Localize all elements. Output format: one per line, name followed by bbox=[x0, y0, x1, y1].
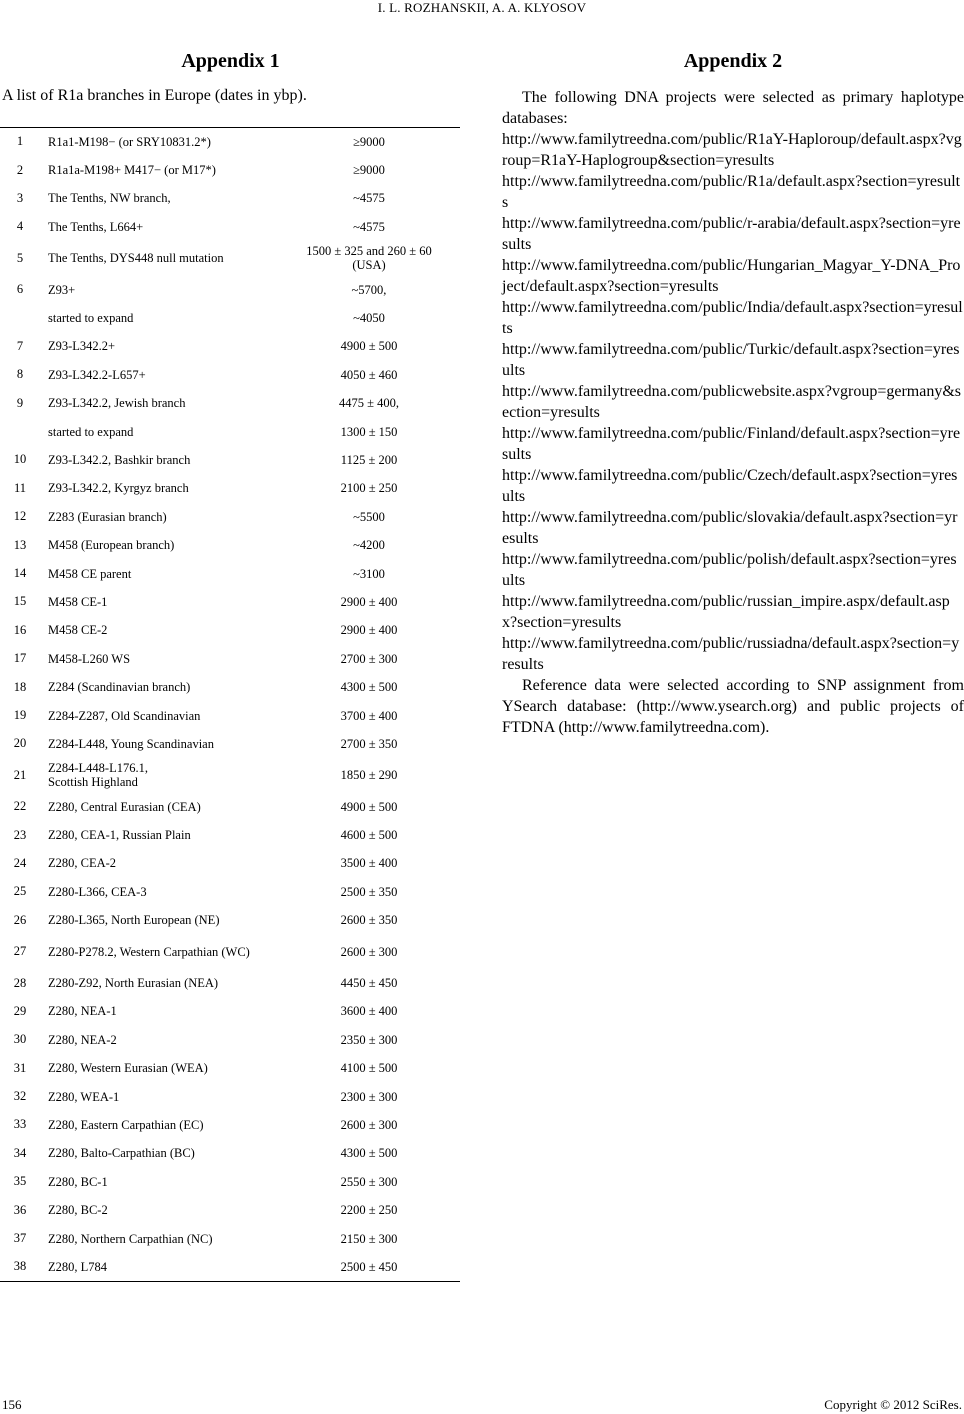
row-number: 20 bbox=[13, 736, 27, 751]
branch-date: 3600 ± 400 bbox=[340, 1004, 398, 1019]
branch-date: ~4050 bbox=[353, 311, 385, 326]
row-number: 2 bbox=[16, 162, 24, 177]
branch-date: 2600 ± 300 bbox=[340, 944, 398, 959]
branch-name: Z280, Balto-Carpathian (BC) bbox=[48, 1146, 195, 1161]
branch-date: ≥9000 bbox=[353, 163, 385, 178]
branch-name-line-2: Scottish Highland bbox=[48, 775, 138, 790]
row-number: 25 bbox=[13, 884, 27, 899]
database-link[interactable]: http://www.familytreedna.com/public/slovakia/default.aspx?section=yresults bbox=[502, 509, 958, 547]
row-number: 21 bbox=[13, 767, 27, 782]
branch-name: started to expand bbox=[48, 311, 134, 326]
branch-name: Z280, WEA-1 bbox=[48, 1089, 120, 1104]
branch-date: 2100 ± 250 bbox=[340, 481, 398, 496]
branch-date: 2200 ± 250 bbox=[340, 1203, 398, 1218]
branch-name: Z93-L342.2, Bashkir branch bbox=[48, 452, 191, 467]
database-link[interactable]: http://www.familytreedna.com/public/R1a/default.aspx?section=yresults bbox=[502, 173, 961, 211]
table-row bbox=[0, 821, 460, 849]
branch-name: R1a1a-M198+ M417− (or M17*) bbox=[48, 163, 216, 178]
branch-date: 4900 ± 500 bbox=[340, 799, 398, 814]
branch-name: Z284-L448, Young Scandinavian bbox=[48, 736, 214, 751]
row-number: 18 bbox=[13, 679, 27, 694]
branch-date: 2150 ± 300 bbox=[340, 1231, 398, 1246]
row-number: 6 bbox=[16, 282, 24, 297]
branch-date: 1125 ± 200 bbox=[340, 452, 398, 467]
branch-name: Z93-L342.2, Kyrgyz branch bbox=[48, 481, 189, 496]
branch-date: 4900 ± 500 bbox=[340, 339, 398, 354]
row-number: 23 bbox=[13, 827, 27, 842]
database-link[interactable]: http://www.familytreedna.com/public/r-arabia/default.aspx?section=yresults bbox=[502, 215, 961, 253]
appendix-1-title: Appendix 1 bbox=[181, 50, 280, 72]
branch-date: ~4575 bbox=[353, 219, 385, 234]
branch-date: 4100 ± 500 bbox=[340, 1061, 398, 1076]
row-number: 19 bbox=[13, 708, 27, 722]
database-link[interactable]: http://www.familytreedna.com/public/Hungarian_Magyar_Y-DNA_Project/default.aspx?section=yresults bbox=[502, 257, 961, 295]
branch-date: ~3100 bbox=[353, 566, 385, 581]
row-number: 24 bbox=[13, 855, 27, 870]
database-link[interactable]: http://www.familytreedna.com/public/Czech/default.aspx?section=yresults bbox=[502, 467, 958, 505]
branch-name: Z280, Central Eurasian (CEA) bbox=[48, 799, 201, 814]
table-row bbox=[0, 184, 460, 212]
branch-date: 2700 ± 300 bbox=[340, 651, 398, 666]
row-number: 26 bbox=[13, 912, 27, 927]
table-row bbox=[0, 878, 460, 906]
branch-date: 4300 ± 500 bbox=[340, 1146, 398, 1161]
branch-date: 4475 ± 400, bbox=[339, 396, 399, 411]
table-row bbox=[0, 503, 460, 531]
row-number: 27 bbox=[13, 944, 27, 959]
row-number: 36 bbox=[13, 1202, 27, 1217]
branch-date: 2350 ± 300 bbox=[340, 1032, 398, 1047]
branch-date: ~5500 bbox=[353, 509, 385, 524]
branch-date: 2600 ± 300 bbox=[340, 1117, 398, 1132]
branch-date: 4450 ± 450 bbox=[340, 976, 398, 991]
table-row bbox=[0, 559, 460, 587]
appendix-2-intro: The following DNA projects were selected as primary haplotype databases: bbox=[502, 89, 964, 127]
table-row bbox=[0, 792, 460, 820]
row-number: 30 bbox=[13, 1032, 27, 1047]
branch-name: Z280, BC-2 bbox=[48, 1203, 108, 1218]
table-row bbox=[0, 417, 460, 445]
table-row bbox=[0, 1168, 460, 1196]
branch-name: Z284 (Scandinavian branch) bbox=[48, 680, 191, 695]
database-link[interactable]: http://www.familytreedna.com/public/Turkic/default.aspx?section=yresults bbox=[502, 341, 960, 379]
branch-date: ~4575 bbox=[353, 191, 385, 206]
branch-name: Z280-P278.2, Western Carpathian (WC) bbox=[48, 944, 250, 959]
branch-date: 4300 ± 500 bbox=[340, 680, 398, 695]
row-number: 3 bbox=[16, 190, 24, 205]
database-link[interactable]: http://www.familytreedna.com/public/polish/default.aspx?section=yresults bbox=[502, 551, 957, 589]
branch-date: 3700 ± 400 bbox=[340, 708, 398, 723]
branch-date: 2700 ± 350 bbox=[340, 736, 398, 751]
table-row bbox=[0, 389, 460, 417]
row-number: 38 bbox=[13, 1259, 27, 1274]
table-row bbox=[0, 588, 460, 616]
table-row bbox=[0, 241, 460, 275]
database-link[interactable]: http://www.familytreedna.com/public/R1aY-Haploroup/default.aspx?vgroup=R1aY-Haplogroup&section=yresults bbox=[502, 131, 962, 169]
database-link[interactable]: http://www.familytreedna.com/public/India/default.aspx?section=yresults bbox=[502, 299, 963, 337]
branch-date: 2300 ± 300 bbox=[340, 1089, 398, 1104]
row-number: 9 bbox=[16, 395, 24, 410]
branch-name bbox=[40, 758, 278, 792]
row-number: 16 bbox=[13, 622, 27, 637]
page-number: 156 bbox=[2, 1397, 22, 1412]
branch-name: Z93-L342.2, Jewish branch bbox=[48, 396, 186, 411]
database-link[interactable]: http://www.familytreedna.com/public/Finland/default.aspx?section=yresults bbox=[502, 425, 961, 463]
branch-name: Z93+ bbox=[48, 282, 76, 297]
table-row bbox=[0, 1111, 460, 1139]
branch-date: 2900 ± 400 bbox=[340, 594, 398, 609]
branch-name: The Tenths, DYS448 null mutation bbox=[48, 251, 224, 266]
appendix-2 bbox=[502, 48, 964, 738]
branch-name: M458 CE parent bbox=[48, 566, 132, 581]
table-row bbox=[0, 531, 460, 559]
row-number: 15 bbox=[13, 594, 27, 609]
branch-name: Z280, Northern Carpathian (NC) bbox=[48, 1231, 213, 1246]
table-row bbox=[0, 645, 460, 673]
row-number: 32 bbox=[13, 1089, 27, 1104]
branch-name: M458 (European branch) bbox=[48, 538, 175, 553]
branch-date: 2500 ± 450 bbox=[340, 1259, 398, 1274]
row-number: 31 bbox=[13, 1060, 27, 1075]
table-row bbox=[0, 969, 460, 997]
branch-date: ~5700, bbox=[351, 282, 387, 297]
branch-name: M458-L260 WS bbox=[48, 651, 131, 666]
branch-name: Z284-Z287, Old Scandinavian bbox=[48, 708, 201, 723]
table-row bbox=[0, 304, 460, 332]
row-number: 29 bbox=[13, 1003, 27, 1018]
table-row bbox=[0, 156, 460, 184]
row-number: 12 bbox=[13, 509, 27, 524]
appendix-1-caption: A list of R1a branches in Europe (dates in ybp). bbox=[2, 87, 307, 104]
table-row bbox=[0, 616, 460, 644]
row-number: 33 bbox=[13, 1117, 27, 1132]
branch-date: 1850 ± 290 bbox=[340, 768, 398, 783]
branch-date: ~4200 bbox=[353, 538, 385, 553]
branch-date: 2600 ± 350 bbox=[340, 913, 398, 928]
row-number: 4 bbox=[16, 219, 24, 234]
table-row bbox=[0, 1253, 460, 1281]
table-row bbox=[0, 673, 460, 701]
appendix-2-reference: Reference data were selected according to SNP assignment from YSearch database: (http://www.ysearch.org) and public projects of FTDNA (http://www.familytreedna.com). bbox=[502, 677, 964, 736]
table-row bbox=[0, 275, 460, 303]
row-number: 35 bbox=[13, 1174, 27, 1189]
table-row bbox=[0, 1054, 460, 1082]
branches-table bbox=[0, 127, 460, 1282]
table-row bbox=[0, 213, 460, 241]
table-row bbox=[0, 446, 460, 474]
row-number: 22 bbox=[13, 799, 27, 814]
row-number: 5 bbox=[16, 250, 24, 265]
branch-name-line-1: Z284-L448-L176.1, bbox=[48, 761, 148, 776]
branch-name: started to expand bbox=[48, 424, 134, 439]
branch-date: 1300 ± 150 bbox=[340, 424, 398, 439]
row-number: 14 bbox=[13, 566, 27, 581]
branch-name: Z280, Eastern Carpathian (EC) bbox=[48, 1117, 204, 1132]
branch-name: Z280-L365, North European (NE) bbox=[48, 913, 220, 928]
row-number: 10 bbox=[13, 452, 27, 467]
table-row bbox=[0, 361, 460, 389]
table-row bbox=[0, 997, 460, 1025]
branch-date: 2900 ± 400 bbox=[340, 623, 398, 638]
branch-name: The Tenths, L664+ bbox=[48, 219, 144, 234]
branch-name: Z280, BC-1 bbox=[48, 1174, 108, 1189]
branch-date: 1500 ± 325 and 260 ± 60 (USA) bbox=[306, 244, 432, 273]
branch-name: R1a1-M198− (or SRY10831.2*) bbox=[48, 134, 211, 149]
row-number: 11 bbox=[13, 480, 27, 495]
branch-name: Z280-L366, CEA-3 bbox=[48, 884, 147, 899]
branch-name: Z280, CEA-2 bbox=[48, 856, 117, 871]
appendix-1 bbox=[0, 48, 461, 106]
table-row bbox=[0, 934, 460, 968]
branch-name: Z280, L784 bbox=[48, 1259, 108, 1274]
table-row bbox=[0, 1139, 460, 1167]
table-row bbox=[0, 474, 460, 502]
table-row bbox=[0, 730, 460, 758]
branch-date: ≥9000 bbox=[353, 134, 385, 149]
branch-name: Z283 (Eurasian branch) bbox=[48, 509, 167, 524]
branch-name: Z93-L342.2+ bbox=[48, 339, 116, 354]
row-number: 28 bbox=[13, 975, 27, 990]
table-row bbox=[0, 906, 460, 934]
row-number bbox=[0, 304, 40, 332]
row-number: 17 bbox=[13, 651, 27, 666]
database-link[interactable]: http://www.familytreedna.com/publicwebsite.aspx?vgroup=germany&section=yresults bbox=[502, 383, 961, 421]
table-row bbox=[0, 332, 460, 360]
branch-date: 4050 ± 460 bbox=[340, 367, 398, 382]
row-number: 37 bbox=[13, 1231, 27, 1246]
database-links bbox=[502, 129, 964, 675]
row-number bbox=[0, 417, 40, 445]
table-row bbox=[0, 1224, 460, 1252]
row-number: 13 bbox=[13, 537, 27, 552]
database-link[interactable]: http://www.familytreedna.com/public/russiadna/default.aspx?section=yresults bbox=[502, 635, 960, 673]
branch-name: Z280, NEA-1 bbox=[48, 1004, 117, 1019]
copyright: Copyright © 2012 SciRes. bbox=[824, 1397, 962, 1412]
table-row bbox=[0, 849, 460, 877]
database-link[interactable]: http://www.familytreedna.com/public/russian_impire.aspx/default.aspx?section=yresults bbox=[502, 593, 950, 631]
branch-date: 2500 ± 350 bbox=[340, 884, 398, 899]
table-row bbox=[0, 1026, 460, 1054]
branch-date: 2550 ± 300 bbox=[340, 1174, 398, 1189]
branch-name: M458 CE-1 bbox=[48, 594, 108, 609]
branch-name: Z280, CEA-1, Russian Plain bbox=[48, 828, 191, 843]
running-title: I. L. ROZHANSKII, A. A. KLYOSOV bbox=[377, 0, 587, 15]
running-header bbox=[0, 0, 964, 16]
branch-name: Z93-L342.2-L657+ bbox=[48, 367, 146, 382]
branch-date: 3500 ± 400 bbox=[340, 856, 398, 871]
table-row bbox=[0, 701, 460, 729]
table-row bbox=[0, 1196, 460, 1224]
table-row bbox=[0, 128, 460, 156]
table-row bbox=[0, 758, 460, 792]
branch-name: Z280, NEA-2 bbox=[48, 1032, 117, 1047]
row-number: 1 bbox=[16, 134, 24, 149]
row-number: 34 bbox=[13, 1145, 27, 1160]
row-number: 7 bbox=[16, 338, 24, 353]
branch-name: The Tenths, NW branch, bbox=[48, 191, 171, 206]
table-row bbox=[0, 1082, 460, 1110]
branch-date: 4600 ± 500 bbox=[340, 828, 398, 843]
row-number: 8 bbox=[16, 367, 24, 382]
branch-name: M458 CE-2 bbox=[48, 623, 108, 638]
branch-name: Z280, Western Eurasian (WEA) bbox=[48, 1061, 208, 1076]
appendix-2-title: Appendix 2 bbox=[683, 50, 783, 72]
branch-name: Z280-Z92, North Eurasian (NEA) bbox=[48, 976, 219, 991]
